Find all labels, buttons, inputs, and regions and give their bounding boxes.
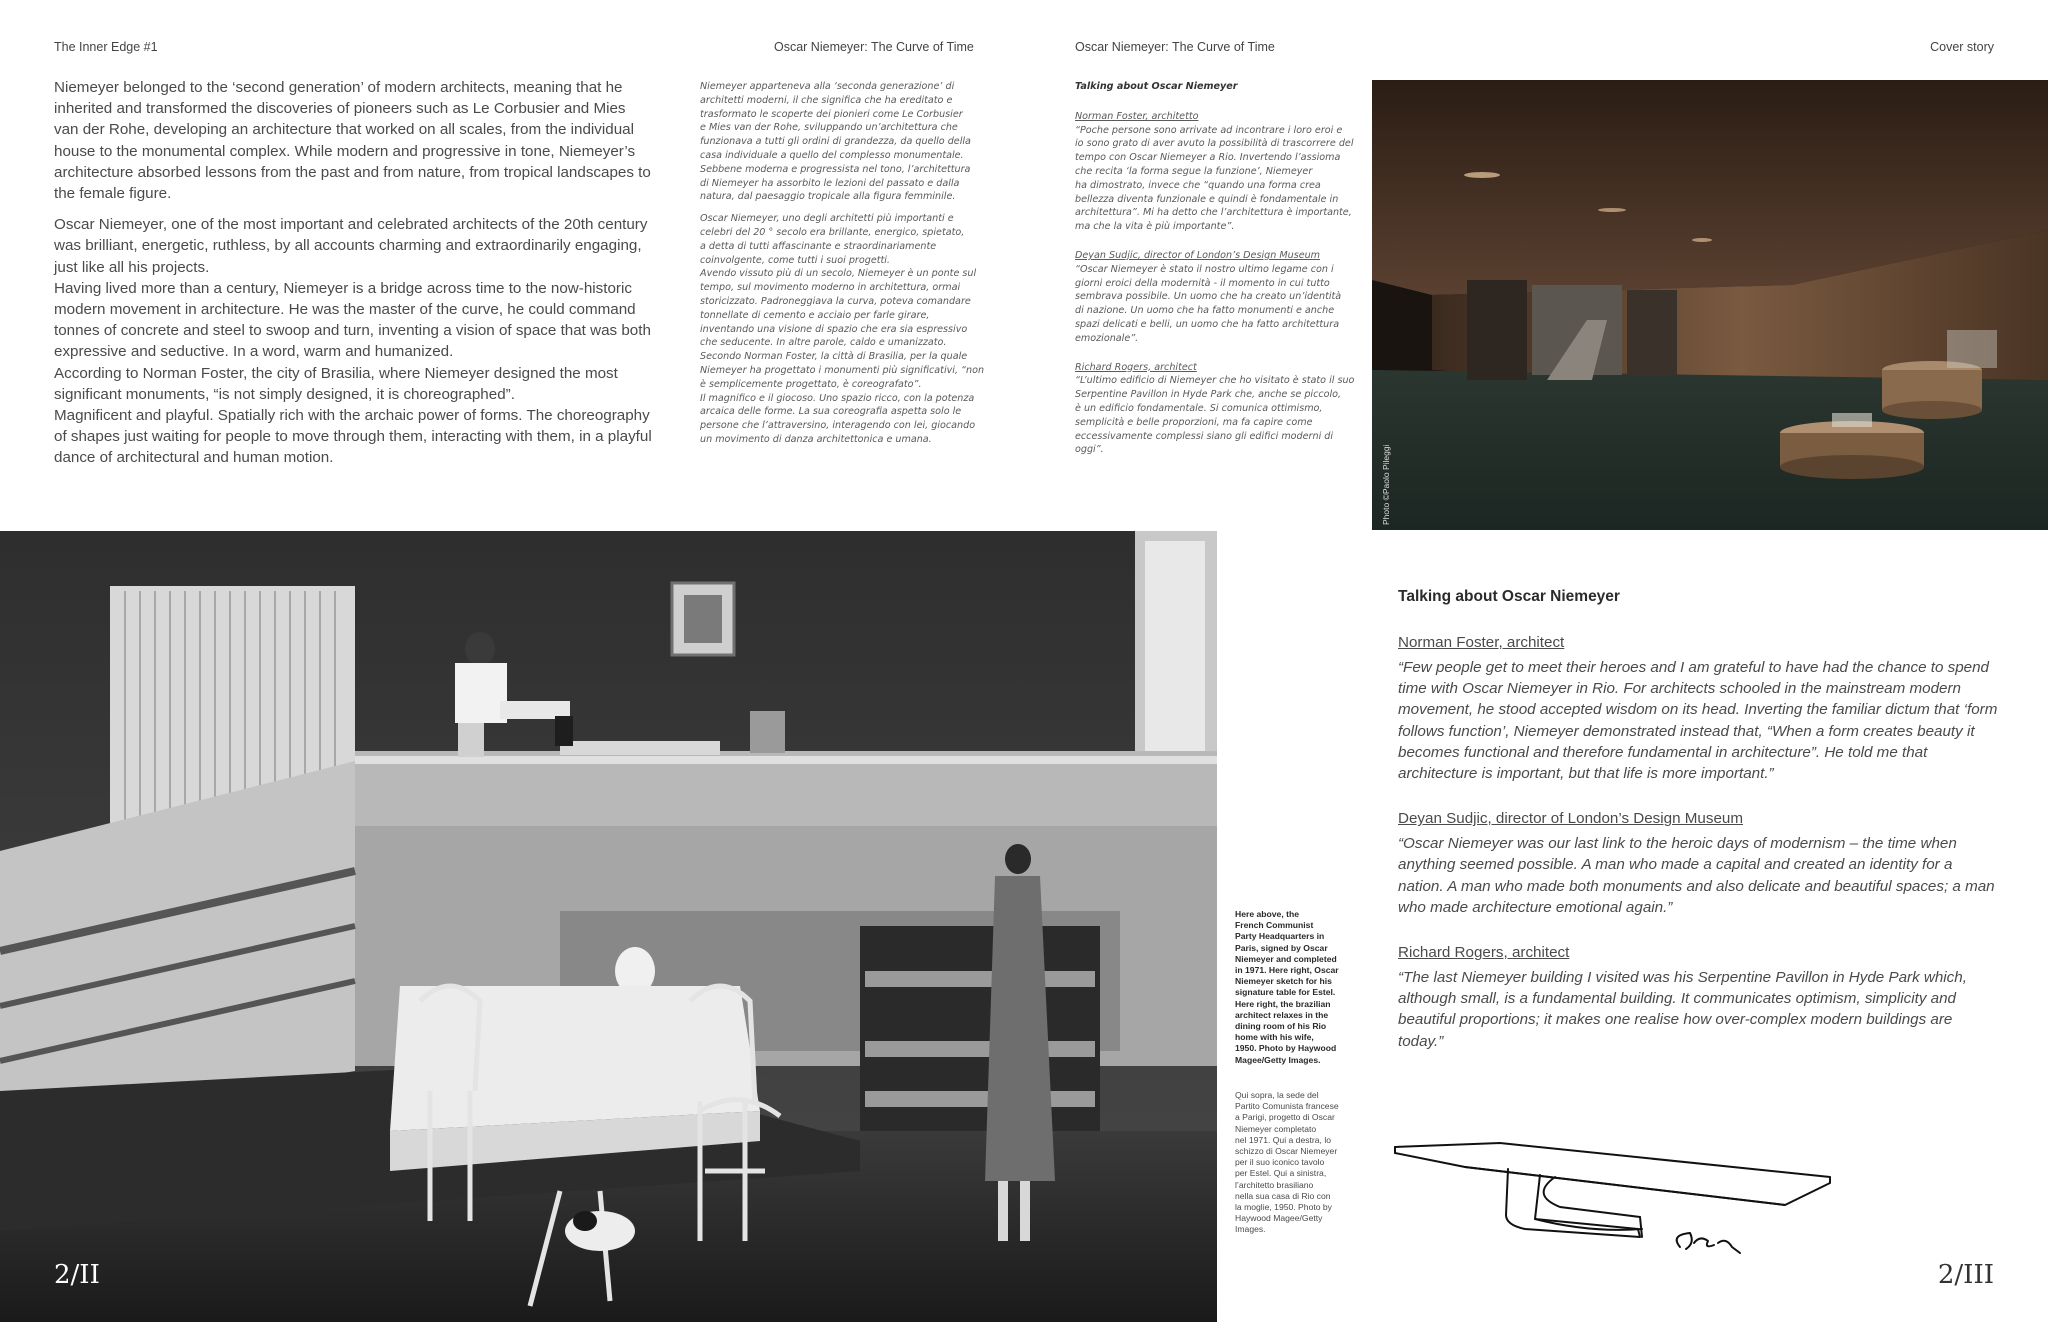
page-number-right: 2/III (1937, 1260, 1994, 1290)
quotes-english (1398, 588, 1998, 1078)
quote-block: Richard Rogers, architect “L’ultimo edificio di Niemeyer che ho visitato è stato il suo Serpentine Pavillon in Hyde Park che, anche se piccolo, è un edificio fondamentale. Si comunica ottimismo, semplicità e belle proporzioni, ma fa capire come eccessivamente complessi siano gli edifici moderni di oggi”. (1075, 361, 1365, 458)
quotes-italian (1075, 80, 1365, 472)
paragraph: Niemeyer belonged to the ‘second generation’ of modern architects, meaning that he inherited and transformed the discoveries of pioneers such as Le Corbusier and Mies van der Rohe, developing an architecture that worked on all scales, from the individual house to the monumental complex. While modern and progressive in tone, Niemeyer’s architecture absorbed lessons from the past and from nature, from tropical landscapes to the female figure. (54, 79, 651, 203)
paragraph-it-1: Niemeyer apparteneva alla ‘seconda generazione’ di architetti moderni, il che significa che ha ereditato e trasformato le scoperte dei pionieri come Le Corbusier e Mies van der Rohe, sviluppando un’architettura che funzionava a tutti gli ordini di grandezza, da quello della casa individuale a quello del complesso monumentale. Sebbene moderna e progressista nel tono, l’architettura di Niemeyer ha assorbito le lezioni del passato e dalla natura, dal paesaggio tropicale alla figura femminile. (700, 81, 971, 203)
quote-block (1398, 944, 1998, 1052)
quote-text: “The last Niemeyer building I visited was his Serpentine Pavillon in Hyde Park which, although small, is a fundamental building. It communicates optimism, simplicity and beautiful proportions; it makes one realise how over-complex modern buildings are today.” (1398, 969, 1967, 1050)
quote-block: Deyan Sudjic, director of London’s Design Museum “Oscar Niemeyer è stato il nostro ultimo legame con i giorni eroici della modernità - il momento in cui tutto sembrava possibile. Un uomo che ha creato un’identità di nazione. Un uomo che ha fatto monumenti e anche spazi delicati e belli, un uomo che ha fatto architettura emozionale”. (1075, 249, 1365, 346)
running-head-section: Cover story (1930, 40, 1994, 54)
table-sketch-drawing (1390, 1125, 1850, 1265)
caption-english: Here above, the French Communist Party Headquarters in Paris, signed by Oscar Niemeyer and completed in 1971. Here right, Oscar Niemeyer sketch for his signature table for Estel. Here right, the brazilian architect relaxes in the dining room of his Rio home with his wife, 1950. Photo by Haywood Magee/Getty Images. (1235, 909, 1339, 1065)
running-head-issue: The Inner Edge #1 (54, 40, 158, 54)
running-head-title-left: Oscar Niemeyer: The Curve of Time (774, 40, 974, 54)
paragraph: Oscar Niemeyer, one of the most important and celebrated architects of the 20th century was brilliant, energetic, ruthless, by all accounts charming and extraordinarily engaging, just like all his projects. (54, 216, 648, 276)
quote-author: Deyan Sudjic, director of London’s Design Museum (1075, 249, 1321, 261)
photo-headquarters-interior (1372, 80, 2048, 530)
main-text-italian (700, 80, 985, 455)
quote-author: Norman Foster, architect (1398, 634, 1565, 651)
quote-block (1398, 810, 1998, 918)
paragraph: Magnificent and playful. Spatially rich with the archaic power of forms. The choreography of shapes just waiting for people to move through them, interacting with them, in a playful dance of architectural and human motion. (54, 407, 652, 467)
quote-author: Norman Foster, architetto (1075, 110, 1199, 122)
photo-credit: Photo ©Paolo Pileggi (1381, 444, 1391, 525)
quote-block: Norman Foster, architetto “Poche persone sono arrivate ad incontrare i loro eroi e io sono grato di aver avuto la possibilità di trascorrere del tempo con Oscar Niemeyer a Rio. Invertendo l’assioma che recita ‘la forma segue la funzione’, Niemeyer ha dimostrato, invece che “quando una forma crea bellezza diventa funzionale e quindi è fondamentale in architettura”. Mi ha detto che l’architettura è importante, ma che la vita è più importante”. (1075, 110, 1365, 234)
paragraph-it-2: Oscar Niemeyer, uno degli architetti più importanti e celebri del 20 ° secolo era brillante, energico, spietato, a detta di tutti affascinante e straordinariamente coinvolgente, come tutti i suoi progetti. Avendo vissuto più di un secolo, Niemeyer è un ponte sul tempo, sul movimento moderno in architettura, ormai storicizzato. Padroneggiava la curva, poteva comandare tonnellate di cemento e acciaio per farle girare, inventando una visione di spazio che era sia espressivo che seducente. In altre parole, caldo e umanizzato. Secondo Norman Foster, la città di Brasilia, per la quale Niemeyer ha progettato i monumenti più significativi, “non è semplicemente progettato, è coreografato”. Il magnifico e il giocoso. Uno spazio ricco, con la potenza arcaica delle forme. La sua coreografia aspetta solo le persone che l’attraversino, interagendo con lei, giocando un movimento di danza architettonica e umana. (700, 213, 985, 445)
caption-italian: Qui sopra, la sede del Partito Comunista francese a Parigi, progetto di Oscar Niemeyer completato nel 1971. Qui a destra, lo schizzo di Oscar Niemeyer per il suo iconico tavolo per Estel. Qui a sinistra, l’architetto brasiliano nella sua casa di Rio con la moglie, 1950. Photo by Haywood Magee/Getty Images. (1235, 1090, 1339, 1235)
quote-author: Deyan Sudjic, director of London’s Design Museum (1398, 810, 1743, 828)
dining-room-illustration (0, 531, 1217, 1322)
main-text-english (54, 77, 654, 469)
quotes-italian-heading: Talking about Oscar Niemeyer (1075, 81, 1238, 92)
quote-block (1398, 634, 1998, 784)
quotes-english-heading: Talking about Oscar Niemeyer (1398, 588, 1620, 605)
paragraph: Having lived more than a century, Niemeyer is a bridge across time to the now-historic modern movement in architecture. He was the master of the curve, he could command tonnes of concrete and steel to swoop and turn, inventing a vision of space that was both expressive and seductive. In a word, warm and humanized. (54, 279, 651, 361)
quote-author: Richard Rogers, architect (1398, 944, 1570, 962)
table-sketch (1390, 1125, 1850, 1265)
quote-author: Richard Rogers, architect (1075, 361, 1197, 373)
headquarters-interior-illustration (1372, 80, 2048, 530)
page-number-left: 2/II (54, 1260, 100, 1290)
photo-dining-room (0, 531, 1217, 1322)
quote-text: “Oscar Niemeyer was our last link to the heroic days of modernism – the time when anything seemed possible. A man who made a capital and created an identity for a nation. A man who made both monuments and also delicate and beautiful spaces; a man who made architecture emotional again.” (1398, 835, 1995, 916)
quote-text: “Few people get to meet their heroes and I am grateful to have had the chance to spend time with Oscar Niemeyer in Rio. For architects schooled in the mainstream modern movement, he stood accepted wisdom on its head. Inverting the familiar dictum that ‘form follows function’, Niemeyer demonstrated instead that, “When a form creates beauty it becomes functional and therefore fundamental in architecture”. He told me that architecture is important, but that life is more important.” (1398, 659, 1998, 783)
paragraph: According to Norman Foster, the city of Brasilia, where Niemeyer designed the most significant monuments, “is not simply designed, it is choreographed”. (54, 364, 618, 403)
running-head-title-right: Oscar Niemeyer: The Curve of Time (1075, 40, 1275, 54)
